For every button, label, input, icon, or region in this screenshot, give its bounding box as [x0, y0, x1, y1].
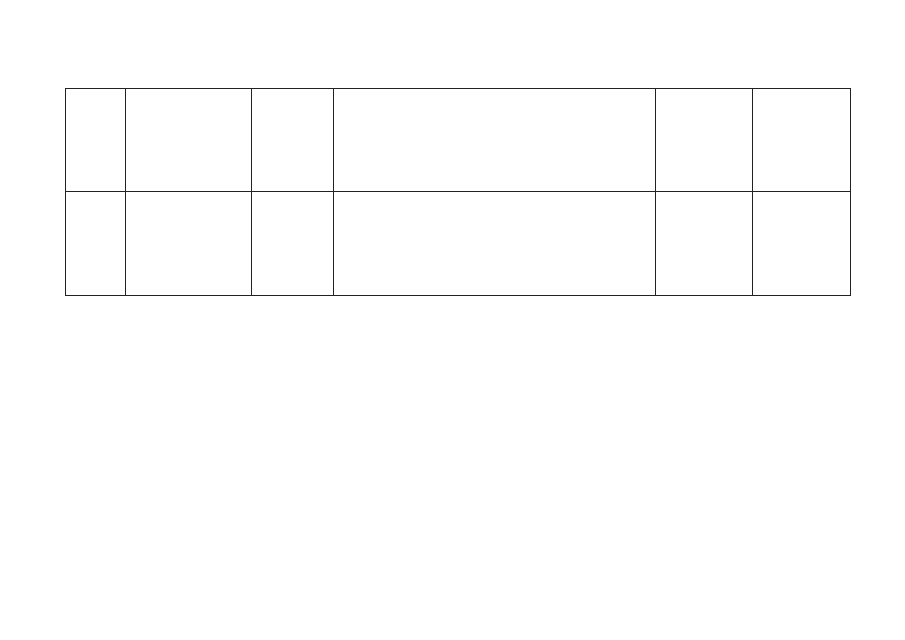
table-row: [66, 192, 851, 296]
row-number: [66, 192, 126, 296]
address-cell: [126, 192, 252, 296]
repair-works-table: [65, 88, 851, 296]
area-cell: [252, 192, 334, 296]
account-cell: [656, 89, 753, 192]
table-row: [66, 89, 851, 192]
work-description-cell: [334, 89, 656, 192]
row-number: [66, 89, 126, 192]
account-cell: [656, 192, 753, 296]
funding-source-cell: [753, 192, 851, 296]
area-cell: [252, 89, 334, 192]
address-cell: [126, 89, 252, 192]
funding-source-cell: [753, 89, 851, 192]
work-description-cell: [334, 192, 656, 296]
